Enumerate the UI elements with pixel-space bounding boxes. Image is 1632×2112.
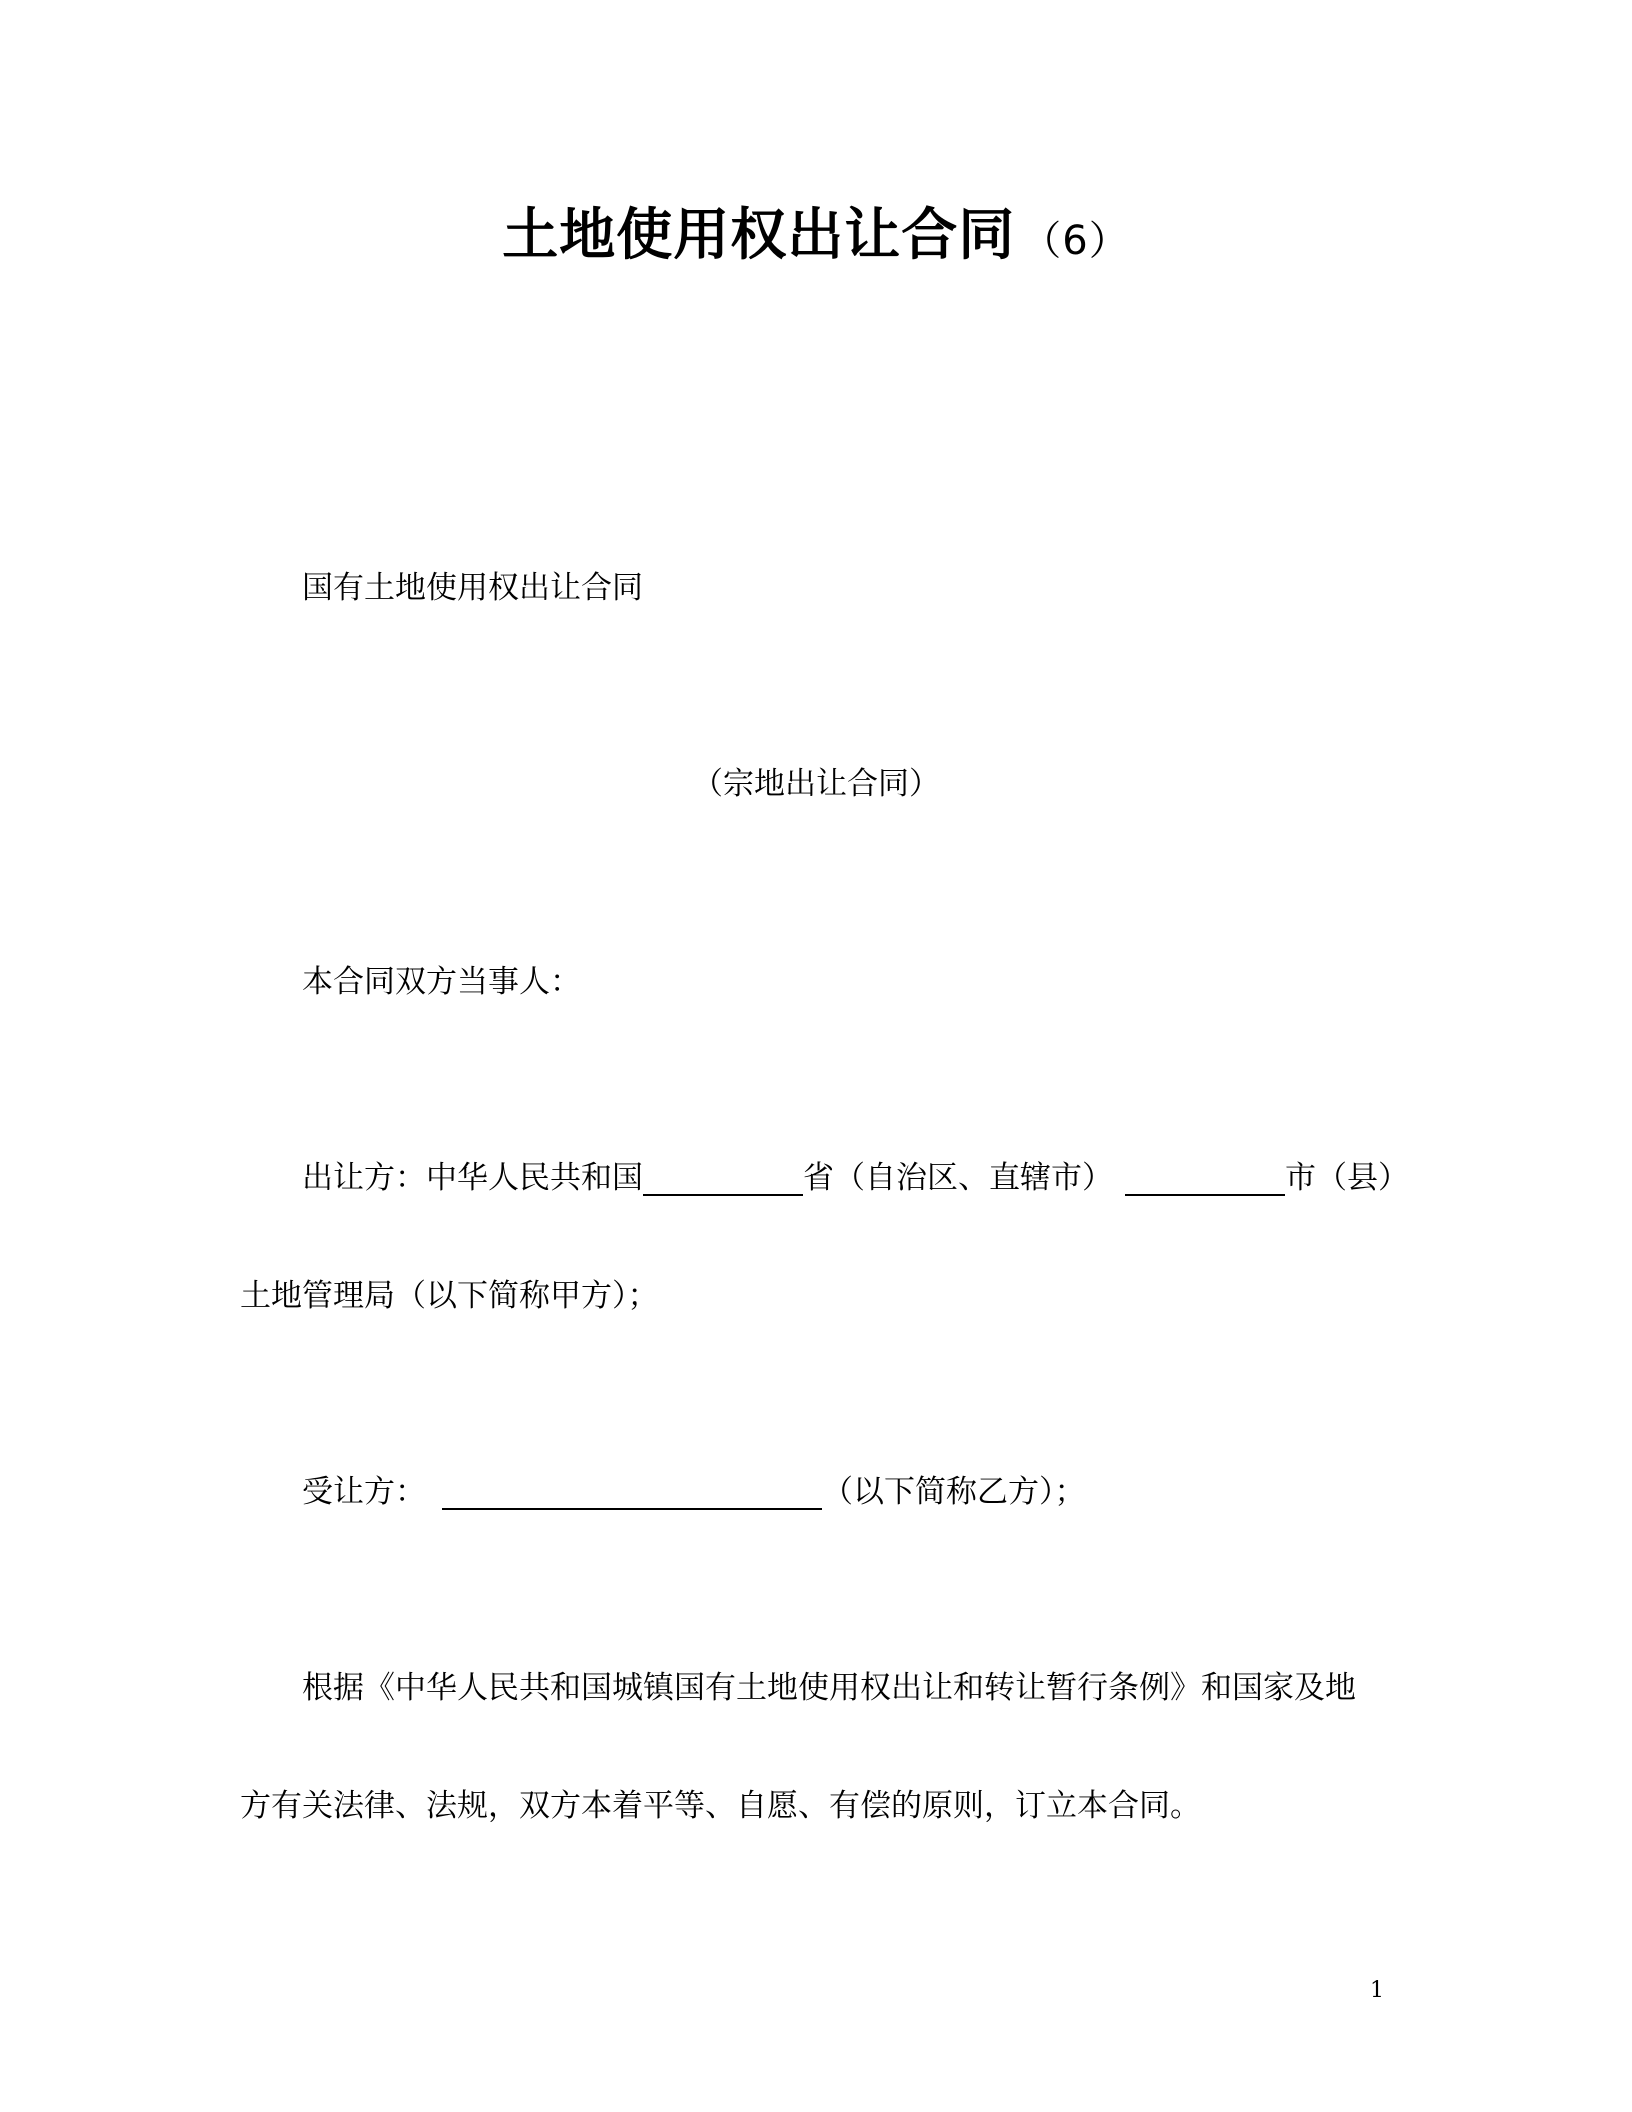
title-number: （6） xyxy=(1021,218,1130,264)
grantee-line xyxy=(302,1470,1086,1514)
contract-heading: 国有土地使用权出让合同 xyxy=(302,570,643,606)
parties-intro: 本合同双方当事人： xyxy=(302,964,581,1000)
grantee-label: 受让方： xyxy=(302,1474,426,1510)
grantor-label: 出让方：中华人民共和国 xyxy=(302,1160,643,1196)
page-number: 1 xyxy=(1370,1978,1384,2003)
grantee-suffix: （以下简称乙方）； xyxy=(822,1474,1086,1510)
title-text: 土地使用权出让合同 xyxy=(502,203,1016,268)
basis-line-1: 根据《中华人民共和国城镇国有土地使用权出让和转让暂行条例》和国家及地 xyxy=(302,1670,1356,1706)
grantor-continuation: 土地管理局（以下简称甲方）； xyxy=(240,1278,659,1314)
document-title xyxy=(0,196,1632,281)
grantee-blank xyxy=(442,1474,822,1510)
city-blank xyxy=(1125,1160,1285,1196)
city-suffix: 市（县） xyxy=(1285,1160,1409,1196)
province-blank xyxy=(643,1160,803,1196)
grantor-line xyxy=(302,1156,1409,1200)
contract-subheading: （宗地出让合同） xyxy=(692,766,940,802)
province-suffix: 省（自治区、直辖市） xyxy=(803,1160,1113,1196)
basis-line-2: 方有关法律、法规，双方本着平等、自愿、有偿的原则，订立本合同。 xyxy=(240,1788,1201,1824)
